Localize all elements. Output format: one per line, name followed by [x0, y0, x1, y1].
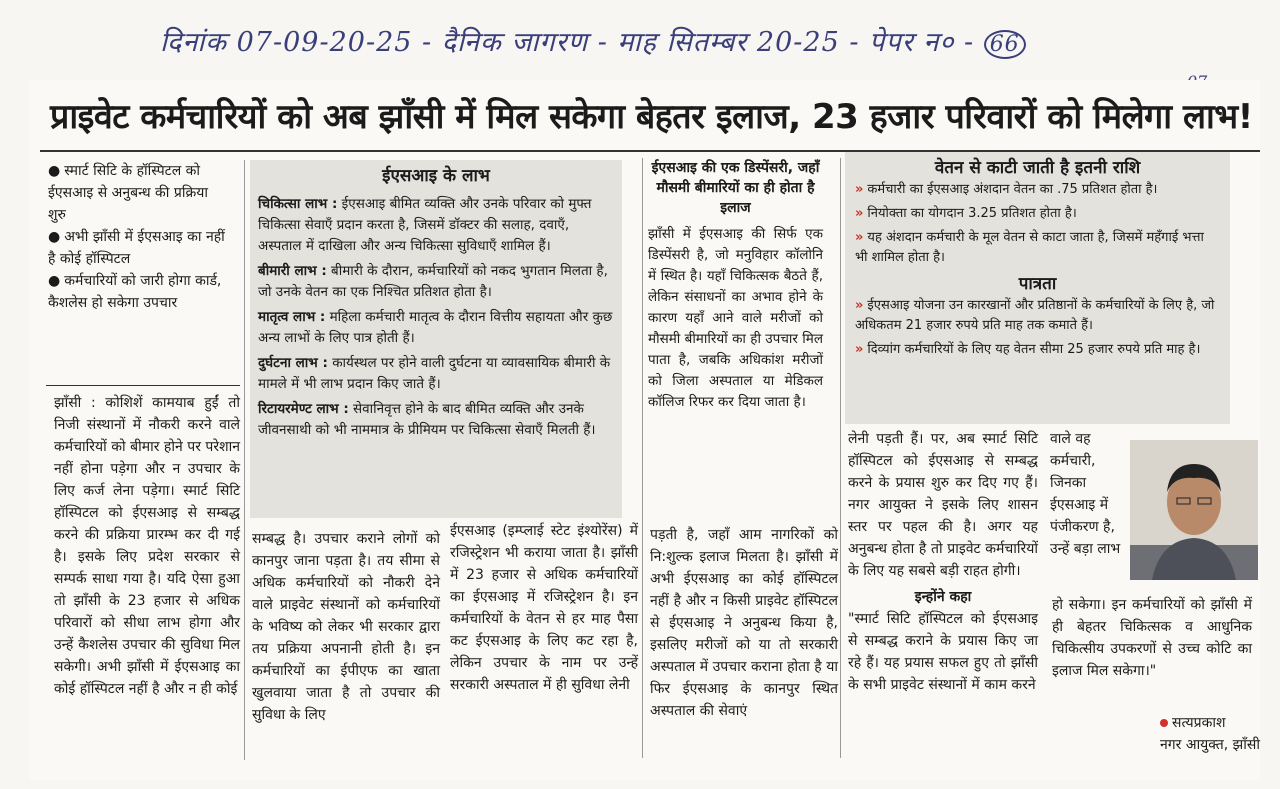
handwritten-text: दिनांक 07-09-20-25 - दैनिक जागरण - माह सितम्बर 20-25 - पेपर न० - — [160, 27, 975, 58]
dispensary-box — [648, 158, 823, 413]
double-arrow-icon: » — [855, 206, 864, 221]
story-column-4: पड़ती है, जहाँ आम नागरिकों को नि:शुल्क इलाज मिलता है। झाँसी में अभी ईएसआइ का कोई हॉस्पिटल नहीं है और न किसी प्राइवेट हॉस्पिटल से ईएसआइ ने अनुबन्ध किया है, इसलिए मरीजों को या तो सरकारी अस्पताल में उपचार कराना होता है या फिर ईएसआइ के कानपुर स्थित अस्पताल की सेवाएं — [650, 527, 838, 719]
highlight-2: ● अभी झाँसी में ईएसआइ का नहीं है कोई हॉस्पिटल — [48, 229, 225, 267]
handwritten-date-note — [160, 22, 1190, 72]
column-rule — [642, 158, 643, 758]
benefit-accident: दुर्घटना लाभ : कार्यस्थल पर होने वाली दुर्घटना या व्यावसायिक बीमारी के मामले में भी लाभ प्रदान किए जाते हैं। — [258, 355, 611, 392]
circled-number: 66 — [984, 30, 1026, 59]
quote-title: इन्होंने कहा — [914, 589, 972, 605]
story-column-2: सम्बद्ध है। उपचार कराने लोगों को कानपुर जाना पड़ता है। तय सीमा से अधिक कर्मचारियों को नौकरी देने वाले प्राइवेट संस्थानों को कर्मचारियों के भविष्य को लेकर भी सरकार द्वारा तय प्रक्रिया अपनानी होती है। इन कर्मचारियों का ईपीएफ का खाता खुलवाया जाता है तो उपचार की सुविधा के लिए — [252, 531, 440, 723]
red-dot-icon — [1160, 719, 1168, 727]
dispensary-title: ईएसआइ की एक डिस्पेंसरी, जहाँ मौसमी बीमारियों का ही होता है इलाज — [651, 160, 820, 216]
benefit-maternity: मातृत्व लाभ : महिला कर्मचारी मातृत्व के दौरान वित्तीय सहायता और कुछ अन्य लाभों के लिए पात्र होती हैं। — [258, 309, 613, 346]
salary-item-1: » कर्मचारी का ईएसआइ अंशदान वेतन का .75 प्रतिशत होता है। — [855, 182, 1158, 197]
eligibility-title: पात्रता — [1018, 274, 1057, 294]
salary-box — [845, 152, 1230, 424]
bullet-icon: ● — [48, 163, 61, 179]
benefit-retirement: रिटायरमेण्ट लाभ : सेवानिवृत्त होने के बाद बीमित व्यक्ति और उनके जीवनसाथी को भी नाममात्र के प्रीमियम पर चिकित्सा सेवाएँ मिलती हैं। — [258, 401, 596, 438]
byline-designation: नगर आयुक्त, झाँसी — [1160, 737, 1260, 753]
column-rule — [244, 160, 245, 760]
highlight-1: ● स्मार्ट सिटि के हॉस्पिटल को ईएसआइ से अनुबन्ध की प्रक्रिया शुरु — [48, 163, 208, 223]
bullet-icon: ● — [48, 229, 61, 245]
double-arrow-icon: » — [855, 230, 864, 245]
dispensary-body: झाँसी में ईएसआइ की सिर्फ एक डिस्पेंसरी है, जो मनुविहार कॉलोनि में स्थित है। यहाँ चिकित्सक बैठते हैं, लेकिन संसाधनों का अभाव होने के कारण यहाँ आने वाले मरीजों को मौसमी बीमारियों का ही उपचार मिल पाता है, जबकि अधिकांश मरीजों को जिला अस्पताल या मेडिकल कॉलिज रिफर कर दिया जाता है। — [648, 226, 823, 410]
benefits-box — [250, 160, 622, 518]
column-rule — [840, 158, 841, 758]
double-arrow-icon: » — [855, 342, 864, 357]
quote-text: "स्मार्ट सिटि हॉस्पिटल को ईएसआइ से सम्बद्ध कराने के प्रयास किए जा रहे हैं। यह प्रयास सफल हुए तो झाँसी के सभी प्राइवेट संस्थानों में काम करने — [848, 611, 1038, 693]
story-column-1: झाँसी : कोशिशें कामयाब हुईं तो निजी संस्थानों में नौकरी करने वाले कर्मचारियों को बीमार होने पर परेशान नहीं होना पड़ेगा और न उपचार के लिए कर्ज लेना पड़ेगा। स्मार्ट सिटि हॉस्पिटल को ईएसआइ से सम्बद्ध करने की प्रक्रिया प्रारम्भ कर दी गई है। इसके लिए प्रदेश सरकार से सम्पर्क साधा गया है। यदि ऐसा हुआ तो झाँसी के 23 हजार से अधिक परिवारों को सीधा लाभ होगा और उन्हें कैशलेस उपचार की सुविधा मिल सकेगी। अभी झाँसी में ईएसआइ का कोई हॉस्पिटल नहीं है और न ही कोई — [54, 395, 240, 697]
bullet-icon: ● — [48, 273, 61, 289]
highlights — [48, 160, 226, 314]
salary-item-2: » नियोक्ता का योगदान 3.25 प्रतिशत होता है। — [855, 206, 1077, 221]
story-column-6a: वाले वह कर्मचारी, जिनका ईएसआइ में पंजीकरण है, उन्हें बड़ा लाभ — [1050, 431, 1121, 557]
headline: प्राइवेट कर्मचारियों को अब झाँसी में मिल सकेगा बेहतर इलाज, 23 हजार परिवारों को मिलेगा लाभ! — [50, 97, 1253, 137]
eligibility-item-1: » ईएसआइ योजना उन कारखानों और प्रतिष्ठानों के कर्मचारियों के लिए है, जो अधिकतम 21 हजार रुपये प्रति माह तक कमाते हैं। — [855, 298, 1215, 333]
story-column-3: ईएसआइ (इम्प्लाई स्टेट इंश्योरेंस) में रजिस्ट्रेशन भी कराया जाता है। झाँसी में 23 हजार से अधिक कर्मचारियों का ईएसआइ में रजिस्ट्रेशन है। इन कर्मचारियों के वेतन से हर माह पैसा कट ईएसआइ के लिए कट रहा है, लेकिन उपचार के नाम पर उन्हें सरकारी अस्पताल में ही सुविधा लेनी — [450, 523, 638, 693]
byline-name: सत्यप्रकाश — [1172, 715, 1226, 731]
story-column-6b: हो सकेगा। इन कर्मचारियों को झाँसी में ही बेहतर चिकित्सक व आधुनिक चिकित्सीय उपकरणों से उच्च कोटि का इलाज मिल सकेगा।" — [1052, 597, 1252, 679]
benefit-sickness: बीमारी लाभ : बीमारी के दौरान, कर्मचारियों को नकद भुगतान मिलता है, जो उनके वेतन का एक निश्चित प्रतिशत होता है। — [258, 263, 608, 300]
salary-title: वेतन से काटी जाती है इतनी राशि — [934, 158, 1141, 178]
double-arrow-icon: » — [855, 182, 864, 197]
story-column-5: लेनी पड़ती हैं। पर, अब स्मार्ट सिटि हॉस्पिटल को ईएसआइ से सम्बद्ध करने के प्रयास शुरु कर दिए गए हैं। नगर आयुक्त ने इसके लिए शासन स्तर पर पहल की है। अगर यह अनुबन्ध होता है तो प्राइवेट कर्मचारियों के लिए यह सबसे बड़ी राहत होगी। इन्होंने कहा "स्मार्ट सिटि हॉस्पिटल को ईएसआइ से सम्बद्ध कराने के प्रयास किए जा रहे हैं। यह प्रयास सफल हुए तो झाँसी के सभी प्राइवेट संस्थानों में काम करने — [848, 428, 1038, 696]
benefit-medical: चिकित्सा लाभ : ईएसआइ बीमित व्यक्ति और उनके परिवार को मुफ्त चिकित्सा सेवाएँ प्रदान करता है, जिसमें डॉक्टर की सलाह, दवाएँ, अस्पताल में दाखिला और अन्य चिकित्सा सुविधाएँ शामिल हैं। — [258, 196, 592, 254]
eligibility-item-2: » दिव्यांग कर्मचारियों के लिए यह वेतन सीमा 25 हजार रुपये प्रति माह है। — [855, 342, 1201, 357]
salary-item-3: » यह अंशदान कर्मचारी के मूल वेतन से काटा जाता है, जिसमें महँगाई भत्ता भी शामिल होता है। — [855, 230, 1204, 265]
highlights-rule — [46, 385, 240, 386]
official-photo — [1130, 440, 1258, 580]
highlight-3: ● कर्मचारियों को जारी होगा कार्ड, कैशलेस हो सकेगा उपचार — [48, 273, 222, 311]
benefits-title: ईएसआइ के लाभ — [382, 166, 490, 186]
byline — [1160, 712, 1260, 756]
double-arrow-icon: » — [855, 298, 864, 313]
